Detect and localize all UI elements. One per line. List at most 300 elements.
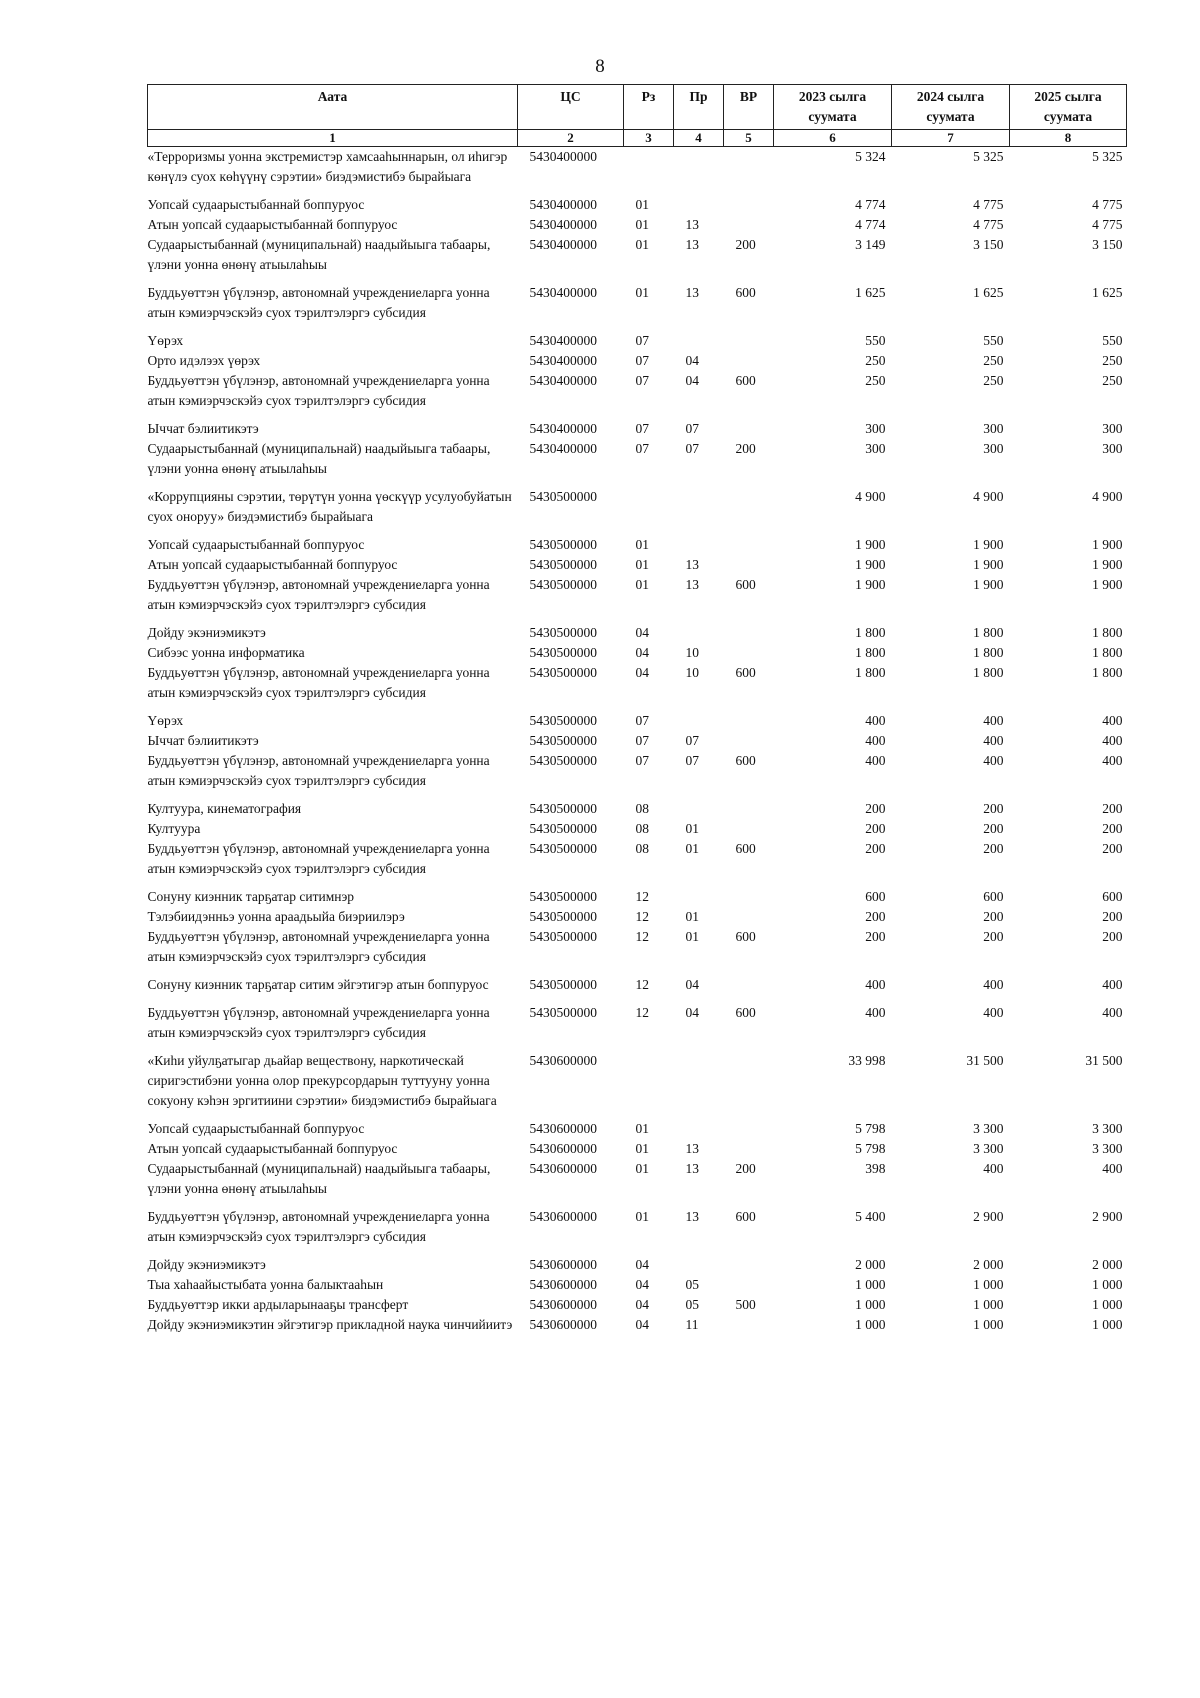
table-row	[148, 1275, 1127, 1295]
row-vr	[724, 711, 774, 731]
row-name: Тэлэбиидэнньэ уонна араадьыйа биэриилэрэ	[147, 909, 405, 924]
row-name: Уопсай судаарыстыбаннай боппуруос	[147, 197, 365, 212]
row-name: Сибээс уонна информатика	[147, 645, 305, 660]
row-pr: 05	[685, 1297, 699, 1312]
row-amount-2024: 400	[983, 713, 1004, 728]
table-row	[148, 975, 1127, 1003]
row-amount-2025: 5 325	[1092, 149, 1123, 164]
row-vr	[724, 195, 774, 215]
table-row	[148, 331, 1127, 351]
row-cs-code: 5430600000	[529, 1277, 597, 1292]
row-amount-2025: 2 900	[1092, 1209, 1123, 1224]
row-cs-code: 5430500000	[529, 665, 597, 680]
row-cs-code: 5430400000	[529, 285, 597, 300]
row-amount-2023: 1 900	[855, 577, 886, 592]
row-amount-2024: 1 000	[973, 1297, 1004, 1312]
row-vr	[724, 419, 774, 439]
row-name: «Коррупцияны сэрэтии, төрүтүн уонна үөскүүр усулуобуйатын суох оноруу» биэдэмистибэ бырайыага	[147, 489, 512, 524]
row-pr	[674, 711, 724, 731]
row-vr	[724, 731, 774, 751]
row-pr: 13	[685, 557, 699, 572]
row-cs-code: 5430600000	[529, 1053, 597, 1068]
header-2023: 2023 сылга суумата	[774, 85, 892, 130]
row-amount-2025: 400	[1102, 1161, 1123, 1176]
row-pr: 01	[685, 929, 699, 944]
row-name: Дойду экэниэмикэтин эйгэтигэр прикладной наука чинчийиитэ	[147, 1317, 513, 1332]
row-amount-2024: 4 900	[973, 489, 1004, 504]
column-number: 4	[674, 130, 724, 147]
header-pr: Пр	[674, 85, 724, 130]
table-row	[148, 1003, 1127, 1051]
row-amount-2024: 200	[983, 909, 1004, 924]
row-pr: 04	[685, 977, 699, 992]
row-amount-2023: 200	[865, 841, 886, 856]
row-amount-2023: 200	[865, 821, 886, 836]
row-amount-2024: 31 500	[966, 1053, 1004, 1068]
row-name: Буддьуөттэн үбүлэнэр, автономнай учреждениеларга уонна атын кэмиэрчэскэйэ суох тэрилтэлэргэ субсидия	[147, 929, 490, 964]
header-vr: ВР	[724, 85, 774, 130]
row-pr: 04	[685, 353, 699, 368]
column-number: 2	[518, 130, 624, 147]
row-rz: 07	[635, 441, 649, 456]
row-amount-2024: 5 325	[973, 149, 1004, 164]
table-row	[148, 371, 1127, 419]
row-amount-2023: 5 798	[855, 1141, 886, 1156]
row-vr	[724, 487, 774, 535]
row-amount-2024: 1 800	[973, 645, 1004, 660]
row-rz: 01	[635, 1141, 649, 1156]
row-vr	[724, 331, 774, 351]
row-name: Буддьуөттэн үбүлэнэр, автономнай учреждениеларга уонна атын кэмиэрчэскэйэ суох тэрилтэлэргэ субсидия	[147, 1209, 490, 1244]
table-row	[148, 575, 1127, 623]
row-vr	[724, 1051, 774, 1119]
row-amount-2024: 400	[983, 1161, 1004, 1176]
row-rz: 12	[635, 977, 649, 992]
row-rz: 01	[635, 237, 649, 252]
row-amount-2023: 400	[865, 713, 886, 728]
row-amount-2025: 400	[1102, 977, 1123, 992]
row-pr	[674, 1051, 724, 1119]
row-amount-2025: 550	[1102, 333, 1123, 348]
row-name: Буддьуөттэн үбүлэнэр, автономнай учреждениеларга уонна атын кэмиэрчэскэйэ суох тэрилтэлэргэ субсидия	[147, 841, 490, 876]
row-amount-2025: 1 800	[1092, 665, 1123, 680]
table-row	[148, 643, 1127, 663]
column-number: 1	[148, 130, 518, 147]
row-vr: 600	[735, 1209, 756, 1224]
row-amount-2024: 200	[983, 841, 1004, 856]
row-vr	[724, 351, 774, 371]
row-amount-2023: 3 149	[855, 237, 886, 252]
table-row	[148, 1255, 1127, 1275]
row-amount-2024: 400	[983, 977, 1004, 992]
row-rz: 01	[635, 577, 649, 592]
row-vr	[724, 1119, 774, 1139]
row-amount-2023: 300	[865, 441, 886, 456]
row-pr	[674, 887, 724, 907]
row-rz: 01	[635, 285, 649, 300]
row-pr: 13	[685, 577, 699, 592]
row-amount-2025: 1 625	[1092, 285, 1123, 300]
row-rz: 04	[635, 665, 649, 680]
table-row	[148, 419, 1127, 439]
row-rz: 12	[635, 1005, 649, 1020]
row-cs-code: 5430400000	[529, 353, 597, 368]
row-amount-2023: 33 998	[848, 1053, 886, 1068]
row-amount-2023: 600	[865, 889, 886, 904]
row-vr: 600	[735, 841, 756, 856]
row-amount-2024: 1 000	[973, 1277, 1004, 1292]
table-row	[148, 535, 1127, 555]
row-amount-2023: 4 900	[855, 489, 886, 504]
table-row	[148, 927, 1127, 975]
row-amount-2023: 5 400	[855, 1209, 886, 1224]
row-pr: 01	[685, 821, 699, 836]
row-cs-code: 5430500000	[529, 909, 597, 924]
column-number: 8	[1010, 130, 1127, 147]
row-name: Буддьуөттэн үбүлэнэр, автономнай учреждениеларга уонна атын кэмиэрчэскэйэ суох тэрилтэлэргэ субсидия	[147, 1005, 490, 1040]
row-amount-2024: 200	[983, 929, 1004, 944]
row-rz: 08	[635, 801, 649, 816]
row-vr	[724, 623, 774, 643]
row-amount-2024: 550	[983, 333, 1004, 348]
row-amount-2024: 3 300	[973, 1121, 1004, 1136]
row-rz: 07	[635, 373, 649, 388]
row-cs-code: 5430500000	[529, 625, 597, 640]
row-vr	[724, 555, 774, 575]
row-vr	[724, 975, 774, 1003]
row-amount-2023: 5 798	[855, 1121, 886, 1136]
row-amount-2025: 4 775	[1092, 197, 1123, 212]
row-amount-2023: 4 774	[855, 217, 886, 232]
row-amount-2023: 1 900	[855, 557, 886, 572]
table-row	[148, 887, 1127, 907]
row-pr: 07	[685, 733, 699, 748]
row-pr	[674, 623, 724, 643]
table-row	[148, 907, 1127, 927]
row-cs-code: 5430500000	[529, 645, 597, 660]
row-pr	[674, 331, 724, 351]
row-rz: 04	[635, 1277, 649, 1292]
table-row	[148, 1159, 1127, 1207]
table-row	[148, 1119, 1127, 1139]
row-vr	[724, 799, 774, 819]
row-cs-code: 5430500000	[529, 929, 597, 944]
row-cs-code: 5430400000	[529, 333, 597, 348]
table-row	[148, 839, 1127, 887]
row-amount-2025: 3 150	[1092, 237, 1123, 252]
row-amount-2023: 4 774	[855, 197, 886, 212]
row-rz: 04	[635, 1317, 649, 1332]
row-name: Тыа хаһаайыстыбата уонна балыктааһын	[147, 1277, 384, 1292]
row-rz: 07	[635, 353, 649, 368]
row-vr	[724, 819, 774, 839]
row-amount-2023: 1 000	[855, 1317, 886, 1332]
row-amount-2023: 300	[865, 421, 886, 436]
row-name: Култуура	[147, 821, 201, 836]
row-name: Буддьуөттэн үбүлэнэр, автономнай учреждениеларга уонна атын кэмиэрчэскэйэ суох тэрилтэлэргэ субсидия	[147, 373, 490, 408]
row-cs-code: 5430500000	[529, 977, 597, 992]
row-amount-2025: 200	[1102, 801, 1123, 816]
row-vr	[724, 1315, 774, 1343]
row-vr: 600	[735, 285, 756, 300]
row-amount-2025: 2 000	[1092, 1257, 1123, 1272]
row-vr	[724, 1275, 774, 1295]
row-amount-2023: 5 324	[855, 149, 886, 164]
row-rz: 08	[635, 841, 649, 856]
row-vr: 600	[735, 753, 756, 768]
table-row	[148, 1295, 1127, 1315]
row-amount-2024: 250	[983, 353, 1004, 368]
row-pr: 01	[685, 841, 699, 856]
row-amount-2025: 1 900	[1092, 577, 1123, 592]
row-pr	[674, 487, 724, 535]
column-number: 3	[624, 130, 674, 147]
row-name: Судаарыстыбаннай (муниципальнай) наадыйыыга табаары, үлэни уонна өнөнү атыылаһыы	[147, 1161, 491, 1196]
row-cs-code: 5430500000	[529, 577, 597, 592]
row-amount-2024: 1 900	[973, 537, 1004, 552]
table-row	[148, 147, 1127, 196]
row-amount-2025: 250	[1102, 373, 1123, 388]
row-amount-2025: 200	[1102, 841, 1123, 856]
row-amount-2023: 250	[865, 353, 886, 368]
row-cs-code: 5430600000	[529, 1141, 597, 1156]
row-name: Дойду экэниэмикэтэ	[147, 1257, 266, 1272]
row-amount-2024: 600	[983, 889, 1004, 904]
row-cs-code: 5430500000	[529, 801, 597, 816]
row-cs-code: 5430500000	[529, 537, 597, 552]
page-number: 8	[595, 56, 605, 77]
row-amount-2023: 1 800	[855, 645, 886, 660]
row-amount-2024: 3 150	[973, 237, 1004, 252]
row-rz	[624, 487, 674, 535]
row-name: Буддьуөттэн үбүлэнэр, автономнай учреждениеларга уонна атын кэмиэрчэскэйэ суох тэрилтэлэргэ субсидия	[147, 753, 490, 788]
row-name: Атын уопсай судаарыстыбаннай боппуруос	[147, 557, 398, 572]
row-cs-code: 5430500000	[529, 889, 597, 904]
row-cs-code: 5430600000	[529, 1121, 597, 1136]
row-amount-2023: 200	[865, 909, 886, 924]
row-cs-code: 5430500000	[529, 753, 597, 768]
row-rz: 04	[635, 645, 649, 660]
row-vr: 200	[735, 441, 756, 456]
row-amount-2025: 4 900	[1092, 489, 1123, 504]
row-rz: 01	[635, 1209, 649, 1224]
row-amount-2025: 400	[1102, 753, 1123, 768]
row-amount-2025: 300	[1102, 421, 1123, 436]
column-number: 5	[724, 130, 774, 147]
header-2025: 2025 сылга суумата	[1010, 85, 1127, 130]
row-pr: 10	[685, 665, 699, 680]
column-number: 6	[774, 130, 892, 147]
budget-table	[147, 84, 1127, 1343]
row-amount-2024: 250	[983, 373, 1004, 388]
row-amount-2025: 1 000	[1092, 1317, 1123, 1332]
row-pr: 04	[685, 1005, 699, 1020]
row-name: Үөрэх	[147, 333, 184, 348]
row-rz: 01	[635, 1121, 649, 1136]
row-pr: 07	[685, 421, 699, 436]
row-cs-code: 5430400000	[529, 441, 597, 456]
column-number: 7	[892, 130, 1010, 147]
row-amount-2023: 400	[865, 1005, 886, 1020]
row-amount-2025: 600	[1102, 889, 1123, 904]
row-vr	[724, 215, 774, 235]
row-amount-2024: 200	[983, 821, 1004, 836]
header-2024: 2024 сылга суумата	[892, 85, 1010, 130]
row-amount-2024: 1 625	[973, 285, 1004, 300]
row-vr: 600	[735, 1005, 756, 1020]
row-rz: 04	[635, 625, 649, 640]
row-amount-2025: 1 800	[1092, 625, 1123, 640]
row-rz	[624, 147, 674, 196]
row-pr: 13	[685, 217, 699, 232]
row-cs-code: 5430500000	[529, 821, 597, 836]
row-vr	[724, 887, 774, 907]
row-name: «Терроризмы уонна экстремистэр хамсааһыннарын, ол иһигэр көнүлэ суох көһүүнү сэрэтии» биэдэмистибэ бырайыага	[147, 149, 508, 184]
row-name: Атын уопсай судаарыстыбаннай боппуруос	[147, 217, 398, 232]
table-row	[148, 1051, 1127, 1119]
row-amount-2024: 300	[983, 441, 1004, 456]
row-pr: 13	[685, 237, 699, 252]
row-vr: 200	[735, 237, 756, 252]
row-rz	[624, 1051, 674, 1119]
header-rz: Рз	[624, 85, 674, 130]
row-vr: 600	[735, 929, 756, 944]
row-amount-2025: 3 300	[1092, 1121, 1123, 1136]
row-rz: 07	[635, 733, 649, 748]
row-amount-2023: 400	[865, 977, 886, 992]
row-amount-2025: 400	[1102, 1005, 1123, 1020]
row-rz: 12	[635, 889, 649, 904]
row-pr: 07	[685, 753, 699, 768]
table-row	[148, 663, 1127, 711]
row-name: Орто идэлээх үөрэх	[147, 353, 261, 368]
row-amount-2025: 1 000	[1092, 1277, 1123, 1292]
row-amount-2023: 200	[865, 929, 886, 944]
row-rz: 07	[635, 713, 649, 728]
row-amount-2023: 1 800	[855, 625, 886, 640]
row-amount-2025: 1 000	[1092, 1297, 1123, 1312]
row-cs-code: 5430500000	[529, 713, 597, 728]
row-pr	[674, 1119, 724, 1139]
row-amount-2023: 1 900	[855, 537, 886, 552]
row-vr: 500	[735, 1297, 756, 1312]
row-pr	[674, 1255, 724, 1275]
table-row	[148, 711, 1127, 731]
row-cs-code: 5430600000	[529, 1297, 597, 1312]
row-cs-code: 5430500000	[529, 489, 597, 504]
row-cs-code: 5430600000	[529, 1317, 597, 1332]
row-cs-code: 5430500000	[529, 557, 597, 572]
row-amount-2023: 550	[865, 333, 886, 348]
row-name: Судаарыстыбаннай (муниципальнай) наадыйыыга табаары, үлэни уонна өнөнү атыылаһыы	[147, 441, 491, 476]
row-vr	[724, 643, 774, 663]
row-amount-2023: 400	[865, 733, 886, 748]
row-name: Атын уопсай судаарыстыбаннай боппуруос	[147, 1141, 398, 1156]
row-rz: 01	[635, 1161, 649, 1176]
row-cs-code: 5430400000	[529, 421, 597, 436]
table-row	[148, 1139, 1127, 1159]
row-pr: 11	[685, 1317, 699, 1332]
row-amount-2025: 1 900	[1092, 557, 1123, 572]
table-row	[148, 751, 1127, 799]
row-amount-2024: 400	[983, 733, 1004, 748]
row-amount-2024: 4 775	[973, 217, 1004, 232]
row-name: Сонуну киэнник тарҕатар ситимнэр	[147, 889, 355, 904]
row-amount-2025: 4 775	[1092, 217, 1123, 232]
row-name: Култуура, кинематография	[147, 801, 302, 816]
row-amount-2024: 200	[983, 801, 1004, 816]
table-row	[148, 439, 1127, 487]
row-rz: 01	[635, 537, 649, 552]
row-name: «Киһи уйулҕатыгар дьайар веществону, наркотическай сиригэстибэни уонна олор прекурсордарын туттууну уонна сокуону кэһэн эргитиини сэрэтии» биэдэмистибэ бырайыага	[147, 1053, 497, 1108]
row-amount-2023: 1 000	[855, 1297, 886, 1312]
row-amount-2023: 200	[865, 801, 886, 816]
table-row	[148, 819, 1127, 839]
row-amount-2024: 1 800	[973, 625, 1004, 640]
table-row	[148, 623, 1127, 643]
row-amount-2024: 1 900	[973, 557, 1004, 572]
table-row	[148, 195, 1127, 215]
row-name: Уопсай судаарыстыбаннай боппуруос	[147, 537, 365, 552]
row-cs-code: 5430600000	[529, 1161, 597, 1176]
row-vr	[724, 1255, 774, 1275]
row-rz: 07	[635, 421, 649, 436]
row-amount-2024: 1 800	[973, 665, 1004, 680]
row-name: Уопсай судаарыстыбаннай боппуруос	[147, 1121, 365, 1136]
row-amount-2023: 2 000	[855, 1257, 886, 1272]
row-vr	[724, 535, 774, 555]
row-amount-2023: 1 800	[855, 665, 886, 680]
table-row	[148, 555, 1127, 575]
row-rz: 08	[635, 821, 649, 836]
row-pr	[674, 799, 724, 819]
table-row	[148, 351, 1127, 371]
row-cs-code: 5430400000	[529, 237, 597, 252]
row-amount-2024: 400	[983, 753, 1004, 768]
row-pr	[674, 195, 724, 215]
table-row	[148, 283, 1127, 331]
row-rz: 01	[635, 197, 649, 212]
row-vr	[724, 907, 774, 927]
row-amount-2025: 400	[1102, 733, 1123, 748]
header-cs: ЦС	[518, 85, 624, 130]
header-name: Аата	[148, 85, 518, 130]
row-cs-code: 5430500000	[529, 733, 597, 748]
row-amount-2025: 1 800	[1092, 645, 1123, 660]
row-amount-2024: 1 900	[973, 577, 1004, 592]
table-row	[148, 799, 1127, 819]
row-name: Ыччат бэлиитикэтэ	[147, 421, 259, 436]
header-row	[148, 85, 1127, 130]
row-name: Ыччат бэлиитикэтэ	[147, 733, 259, 748]
row-cs-code: 5430600000	[529, 1257, 597, 1272]
row-rz: 04	[635, 1257, 649, 1272]
row-pr: 07	[685, 441, 699, 456]
row-pr: 05	[685, 1277, 699, 1292]
row-cs-code: 5430500000	[529, 841, 597, 856]
table-row	[148, 215, 1127, 235]
table-row	[148, 487, 1127, 535]
row-amount-2024: 2 000	[973, 1257, 1004, 1272]
row-amount-2023: 1 000	[855, 1277, 886, 1292]
row-name: Үөрэх	[147, 713, 184, 728]
row-amount-2023: 400	[865, 753, 886, 768]
table-row	[148, 1207, 1127, 1255]
row-amount-2025: 300	[1102, 441, 1123, 456]
row-amount-2024: 4 775	[973, 197, 1004, 212]
row-cs-code: 5430600000	[529, 1209, 597, 1224]
row-pr: 04	[685, 373, 699, 388]
